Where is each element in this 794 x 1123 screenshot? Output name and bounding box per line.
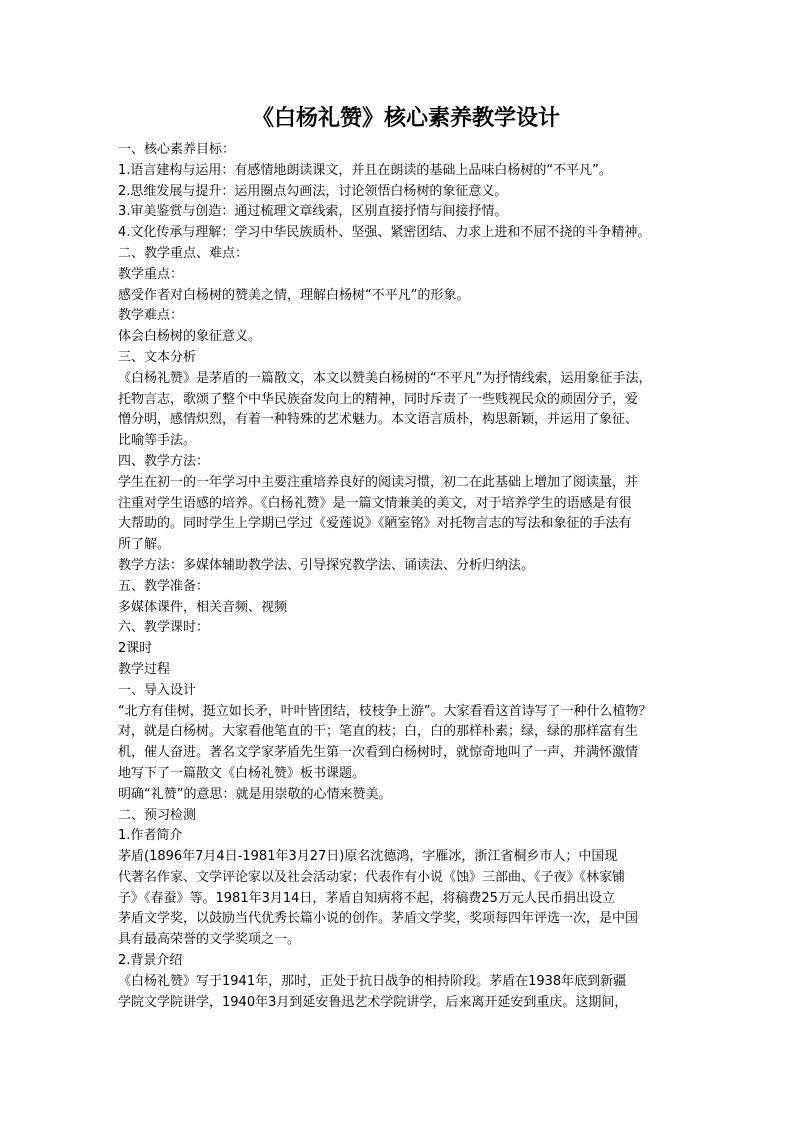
text-line: 1.作者简介 <box>118 828 183 844</box>
text-line: 比喻等手法。 <box>118 433 197 449</box>
text-line: 1.语言建构与运用：有感情地朗读课文，并且在朗读的基础上品味白杨树的“不平凡”。 <box>118 162 612 178</box>
text-line: 对，就是白杨树。大家看他笔直的干；笔直的枝；白，白的那样朴素；绿，绿的那样富有生 <box>118 724 639 740</box>
text-line: 子》《春蚕》等。1981年3月14日，茅盾自知病将不起，将稿费25万元人民币捐出设立 <box>118 890 615 906</box>
text-line: 机，催人奋进。著名文学家茅盾先生第一次看到白杨树时，就惊奇地叫了一声，并满怀激情 <box>118 745 639 761</box>
text-line: 托物言志，歌颂了整个中华民族奋发向上的精神，同时斥责了一些贱视民众的顽固分子，爱 <box>118 391 639 407</box>
text-line: 4.文化传承与理解：学习中华民族质朴、坚强、紧密团结、力求上进和不屈不挠的斗争精神。 <box>118 225 651 241</box>
text-line: 五、教学准备： <box>118 578 210 594</box>
text-line: “北方有佳树，挺立如长矛，叶叶皆团结，枝枝争上游”。大家看看这首诗写了一种什么植物？ <box>118 703 652 719</box>
text-line: 注重对学生语感的培养。《白杨礼赞》是一篇文情兼美的美文，对于培养学生的语感是有很 <box>118 495 632 511</box>
text-line: 多媒体课件，相关音频、视频 <box>118 599 288 615</box>
text-line: 一、导入设计 <box>118 682 197 698</box>
text-line: 感受作者对白杨树的赞美之情，理解白杨树“不平凡”的形象。 <box>118 287 470 303</box>
text-line: 教学过程 <box>118 661 171 677</box>
document-title: 《白杨礼赞》核心素养教学设计 <box>251 106 560 131</box>
text-line: 茅盾文学奖，以鼓励当代优秀长篇小说的创作。茅盾文学奖，奖项每四年评选一次，是中国 <box>118 911 639 927</box>
text-line: 具有最高荣誉的文学奖项之一。 <box>118 932 301 948</box>
text-line: 茅盾(1896年7月4日-1981年3月27日)原名沈德鸿，字雁冰，浙江省桐乡市人；中国现 <box>118 849 618 865</box>
text-line: 明确“礼赞”的意思：就是用崇敬的心情来赞美。 <box>118 786 392 802</box>
document-body <box>118 140 684 1013</box>
text-line: 大帮助的。同时学生上学期已学过《爱莲说》《陋室铭》对托物言志的写法和象征的手法有 <box>118 516 632 532</box>
text-line: 2.背景介绍 <box>118 953 183 969</box>
text-line: 体会白杨树的象征意义。 <box>118 329 262 345</box>
text-line: 憎分明，感情炽烈，有着一种特殊的艺术魅力。本文语言质朴，构思新颖，并运用了象征、 <box>118 412 639 428</box>
text-line: 学院文学院讲学，1940年3月到延安鲁迅艺术学院讲学，后来离开延安到重庆。这期间， <box>118 994 628 1010</box>
text-line: 三、文本分析 <box>118 349 197 365</box>
text-line: 教学难点： <box>118 308 184 324</box>
text-line: 所了解。 <box>118 537 171 553</box>
text-line: 地写下了一篇散文《白杨礼赞》板书课题。 <box>118 765 366 781</box>
text-line: 二、预习检测 <box>118 807 197 823</box>
text-line: 2.思维发展与提升：运用圈点勾画法，讨论领悟白杨树的象征意义。 <box>118 183 508 199</box>
text-line: 六、教学课时： <box>118 620 210 636</box>
text-line: 教学方法：多媒体辅助教学法、引导探究教学法、诵读法、分析归纳法。 <box>118 557 535 573</box>
text-line: 代著名作家、文学评论家以及社会活动家；代表作有小说《蚀》三部曲、《子夜》《林家铺 <box>118 869 626 885</box>
text-line: 《白杨礼赞》是茅盾的一篇散文，本文以赞美白杨树的“不平凡”为抒情线索，运用象征手法， <box>118 370 652 386</box>
text-line: 2课时 <box>118 641 153 657</box>
text-line: 四、教学方法： <box>118 453 210 469</box>
text-line: 学生在初一的一年学习中主要注重培养良好的阅读习惯，初二在此基础上增加了阅读量，并 <box>118 474 639 490</box>
text-line: 《白杨礼赞》写于1941年，那时，正处于抗日战争的相持阶段。茅盾在1938年底到新疆 <box>118 973 627 989</box>
text-line: 教学重点： <box>118 266 184 282</box>
text-line: 3.审美鉴赏与创造：通过梳理文章线索，区别直接抒情与间接抒情。 <box>118 204 508 220</box>
text-line: 一、核心素养目标： <box>118 142 236 157</box>
text-line: 二、教学重点、难点： <box>118 245 249 261</box>
